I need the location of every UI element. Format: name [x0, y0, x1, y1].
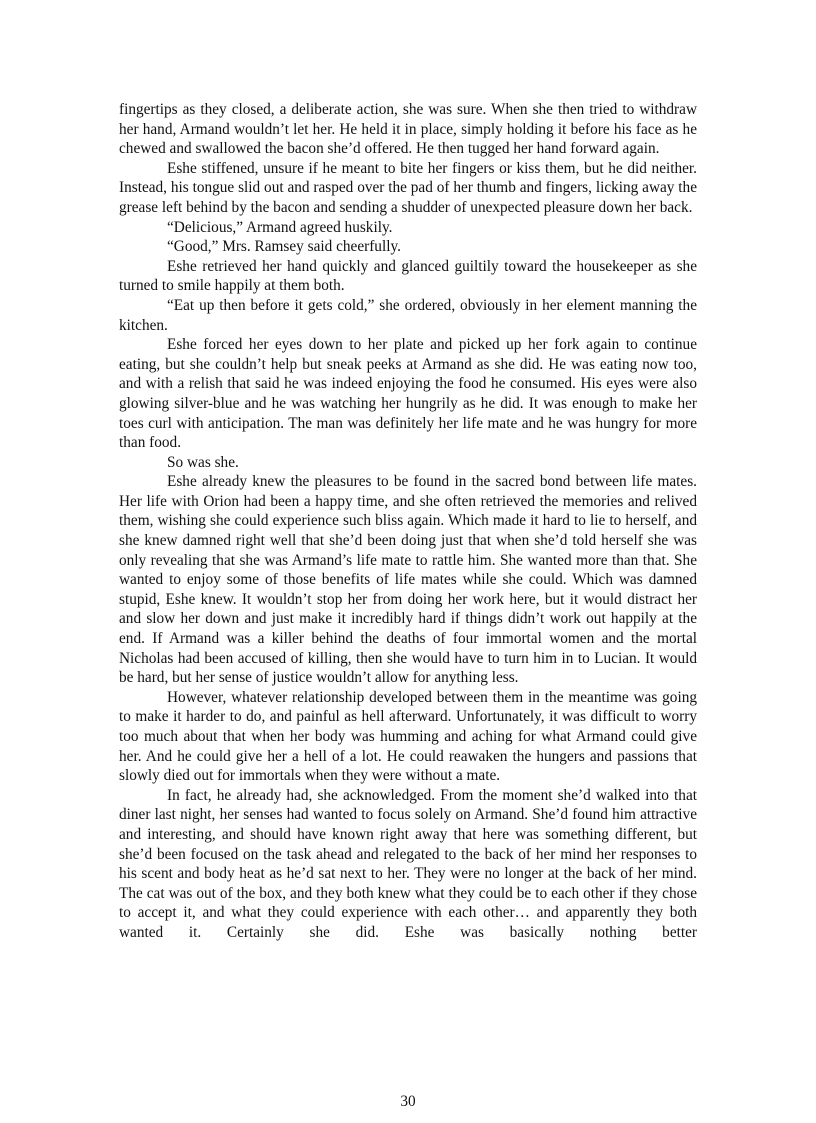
paragraph-6: “Eat up then before it gets cold,” she ordered, obviously in her element manning the kitchen.	[119, 296, 697, 334]
paragraph-5: Eshe retrieved her hand quickly and glanced guiltily toward the housekeeper as she turned to smile happily at them both.	[119, 257, 697, 295]
paragraph-10: However, whatever relationship developed between them in the meantime was going to make it harder to do, and painful as hell afterward. Unfortunately, it was difficult to worry too much about that when her body was humming and aching for what Armand could give her. And he could give her a hell of a lot. He could reawaken the hungers and passions that slowly died out for immortals when they were without a mate.	[119, 688, 697, 785]
paragraph-2: Eshe stiffened, unsure if he meant to bite her fingers or kiss them, but he did neither. Instead, his tongue slid out and rasped over the pad of her thumb and fingers, licking away the grease left behind by the bacon and sending a shudder of unexpected pleasure down her back.	[119, 159, 697, 216]
paragraph-3: “Delicious,” Armand agreed huskily.	[167, 218, 393, 236]
page-number: 30	[400, 1093, 416, 1110]
paragraph-4: “Good,” Mrs. Ramsey said cheerfully.	[167, 238, 401, 256]
paragraph-8: So was she.	[167, 453, 239, 471]
paragraph-1: fingertips as they closed, a deliberate action, she was sure. When she then tried to withdraw her hand, Armand wouldn’t let her. He held it in place, simply holding it before his face as he chewed and swallowed the bacon she’d offered. He then tugged her hand forward again.	[119, 101, 697, 158]
paragraph-9: Eshe already knew the pleasures to be found in the sacred bond between life mates. Her life with Orion had been a happy time, and she often retrieved the memories and relived them, wishing she could experience such bliss again. Which made it hard to lie to herself, and she knew damned right well that she’d been doing just that when she’d told herself she was only revealing that she was Armand’s life mate to rattle him. She wanted more than that. She wanted to enjoy some of those benefits of life mates while she could. Which was damned stupid, Eshe knew. It wouldn’t stop her from doing her work here, but it would distract her and slow her down and just make it incredibly hard if things didn’t work out happily at the end. If Armand was a killer behind the deaths of four immortal women and the mortal Nicholas had been accused of killing, then she would have to turn him in to Lucian. It would be hard, but her sense of justice wouldn’t allow for anything less.	[119, 473, 697, 687]
paragraph-7: Eshe forced her eyes down to her plate and picked up her fork again to continue eating, but she couldn’t help but sneak peeks at Armand as she did. He was eating now too, and with a relish that said he was indeed enjoying the food he consumed. His eyes were also glowing silver-blue and he was watching her hungrily as he did. It was enough to make her toes curl with anticipation. The man was definitely her life mate and he was hungry for more than food.	[119, 336, 697, 452]
paragraph-11: In fact, he already had, she acknowledged. From the moment she’d walked into that diner last night, her senses had wanted to focus solely on Armand. She’d found him attractive and interesting, and should have known right away that here was something different, but she’d been focused on the task ahead and relegated to the back of her mind her responses to his scent and body heat as he’d sat next to her. They were no longer at the back of her mind. The cat was out of the box, and they both knew what they could be to each other if they chose to accept it, and what they could experience with each other… and apparently they both wanted it. Certainly she did. Eshe was basically nothing better	[119, 786, 697, 941]
page-body	[119, 100, 697, 943]
